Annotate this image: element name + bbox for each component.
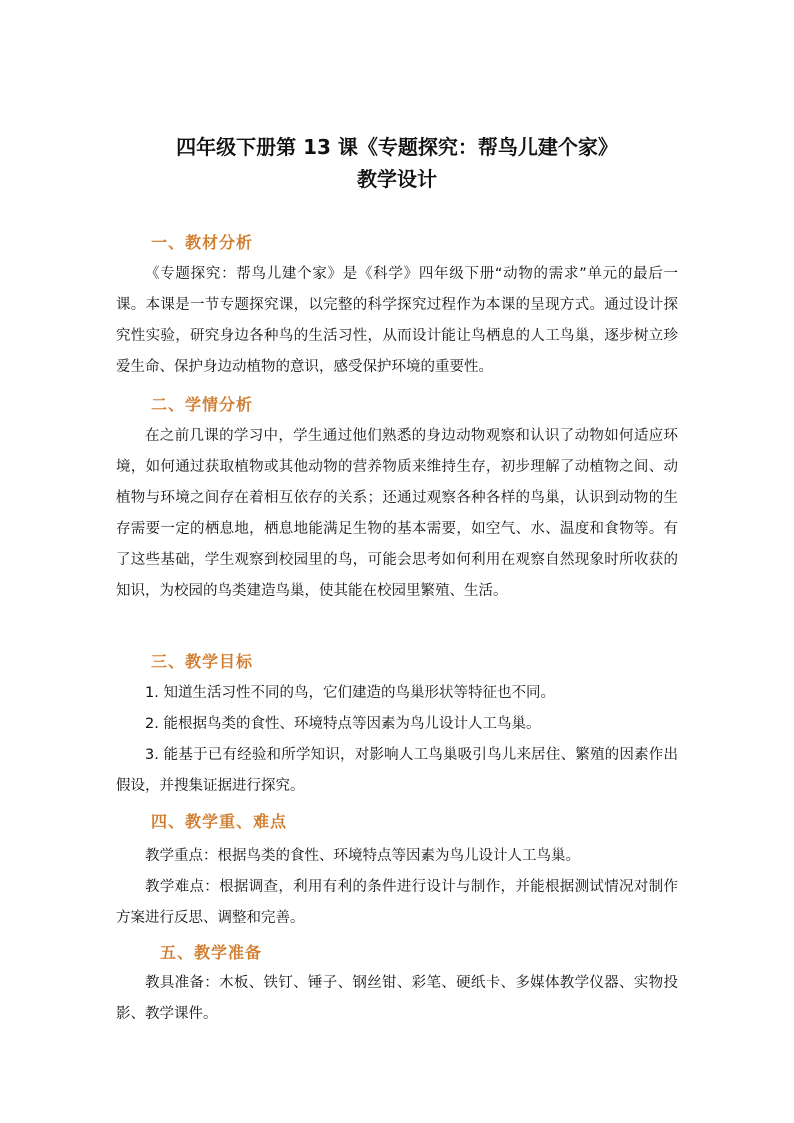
section-heading-learner-analysis: 二、学情分析 [151, 395, 254, 414]
document-title: 四年级下册第 13 课《专题探究：帮鸟儿建个家》 [176, 135, 618, 159]
section-paragraph: 《专题探究：帮鸟儿建个家》是《科学》四年级下册“动物的需求”单元的最后一课。本课是一节专题探究课，以完整的科学探究过程作为本课的呈现方式。通过设计探究性实验，研究身边各种鸟的生活习性，从而设计能让鸟栖息的人工鸟巢，逐步树立珍爱生命、保护身边动植物的意识，感受保护环境的重要性。 [116, 266, 678, 375]
section-paragraph: 教具准备：木板、铁钉、锤子、钢丝钳、彩笔、硬纸卡、多媒体教学仪器、实物投影、教学课件。 [116, 975, 678, 1022]
difficult-point-text: 教学难点：根据调查，利用有利的条件进行设计与制作，并能根据测试情况对制作方案进行反思、调整和完善。 [116, 879, 678, 926]
section-paragraph: 在之前几课的学习中，学生通过他们熟悉的身边动物观察和认识了动物如何适应环境，如何通过获取植物或其他动物的营养物质来维持生存，初步理解了动植物之间、动植物与环境之间存在着相互依存的关系；还通过观察各种各样的鸟巢，认识到动物的生存需要一定的栖息地，栖息地能满足生物的基本需要，如空气、水、温度和食物等。有了这些基础，学生观察到校园里的鸟，可能会思考如何利用在观察自然现象时所收获的知识，为校园的鸟类建造鸟巢，使其能在校园里繁殖、生活。 [116, 428, 678, 599]
section-heading-teaching-preparation: 五、教学准备 [160, 943, 263, 962]
objective-item: 1. 知道生活习性不同的鸟，它们建造的鸟巢形状等特征也不同。 [145, 685, 555, 701]
document-subtitle: 教学设计 [357, 167, 437, 191]
objective-item: 2. 能根据鸟类的食性、环境特点等因素为鸟儿设计人工鸟巢。 [145, 716, 541, 732]
objective-item: 3. 能基于已有经验和所学知识，对影响人工鸟巢吸引鸟儿来居住、繁殖的因素作出假设，并搜集证据进行探究。 [116, 747, 678, 794]
section-heading-teaching-objectives: 三、教学目标 [151, 652, 254, 671]
key-point-text: 教学重点：根据鸟类的食性、环境特点等因素为鸟儿设计人工鸟巢。 [145, 848, 580, 864]
section-heading-textbook-analysis: 一、教材分析 [151, 233, 254, 252]
section-heading-key-difficult-points: 四、教学重、难点 [151, 812, 288, 831]
